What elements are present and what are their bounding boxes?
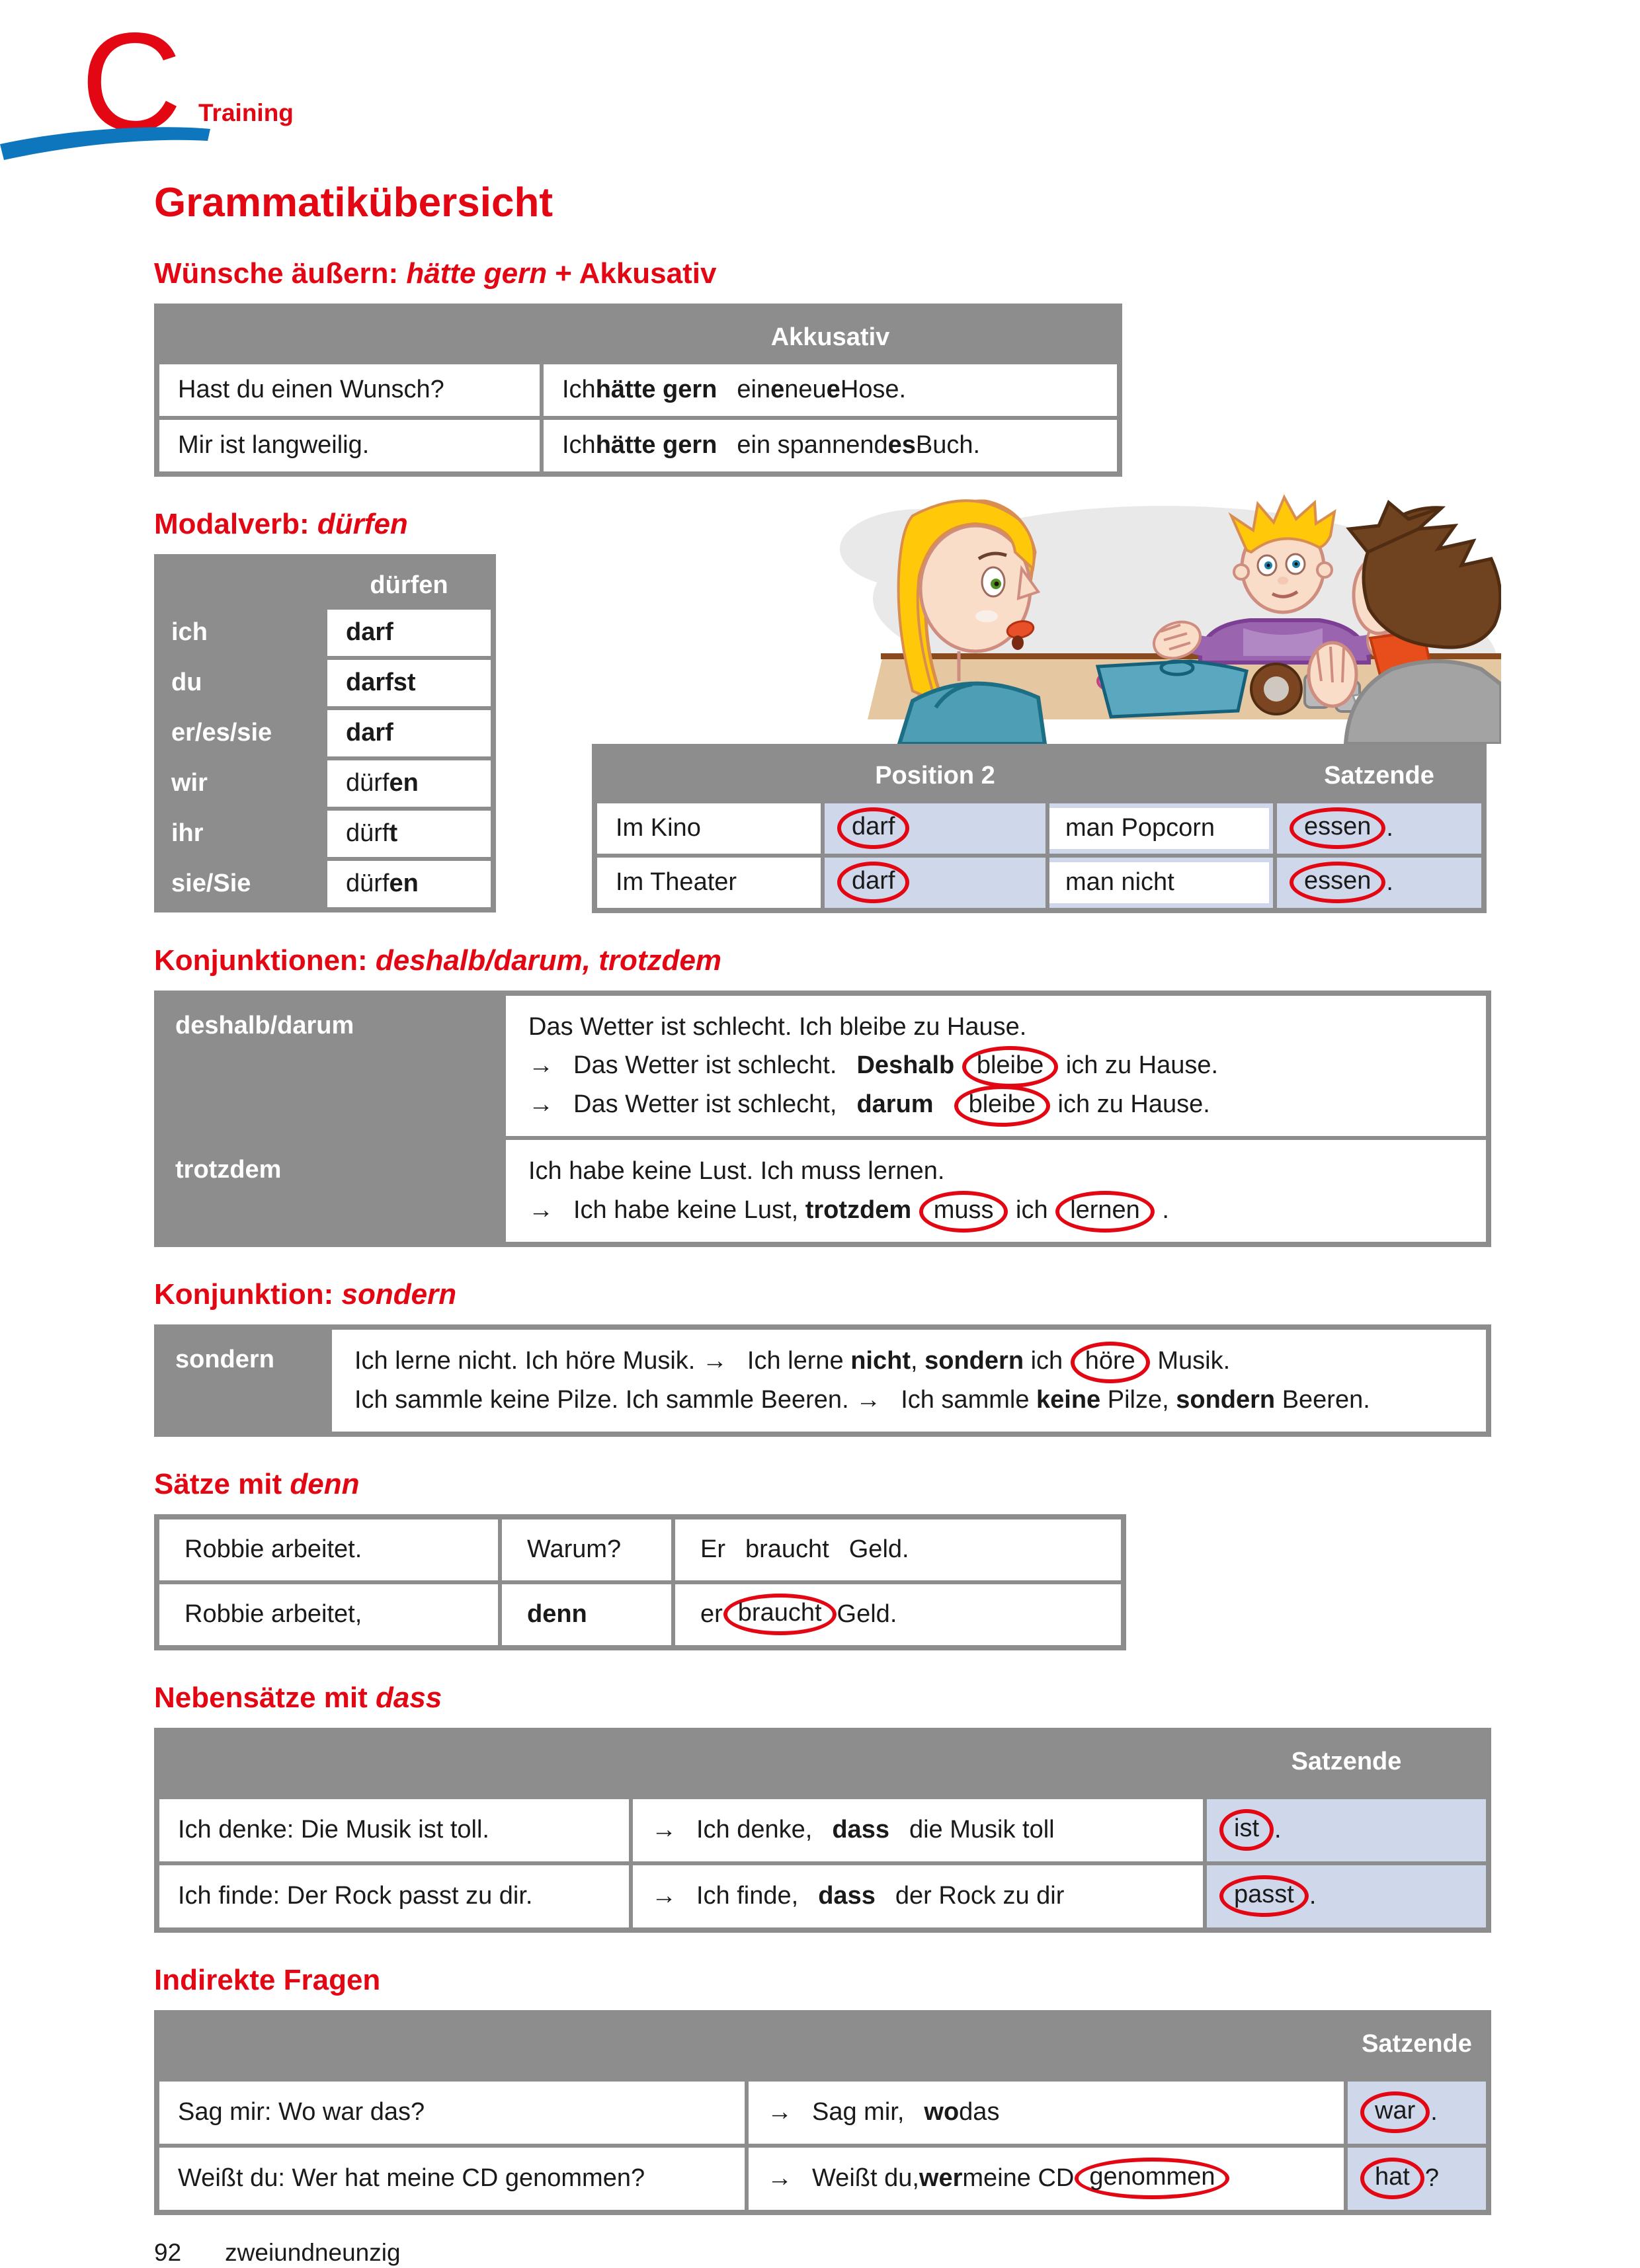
table-dass <box>154 1728 1491 1933</box>
section-konjunktionen <box>154 942 1491 1247</box>
table-cell-highlight: essen . <box>1277 803 1481 854</box>
section-sondern <box>154 1276 1491 1437</box>
verb-form-cell: darfst <box>327 660 491 706</box>
table-cell-highlight: essen . <box>1277 858 1481 908</box>
section-denn <box>154 1466 1491 1650</box>
pronoun-label: du <box>171 668 202 696</box>
table-header-spacer <box>159 2015 745 2074</box>
table-header-duerfen: dürfen <box>370 571 448 599</box>
table-sondern <box>154 1324 1491 1437</box>
table-cell-highlight: darf <box>825 858 1046 908</box>
table-cell: Sag mir: Wo war das? <box>159 2082 745 2144</box>
section-dass <box>154 1680 1491 1933</box>
table-cell-highlight: war . <box>1348 2082 1486 2144</box>
table-header-satzende: Satzende <box>1291 1747 1402 1775</box>
training-label: Training <box>198 99 294 126</box>
table-cell <box>1049 803 1273 854</box>
table-header-spacer <box>159 1733 629 1791</box>
table-cell: Mir ist langweilig. <box>159 420 540 471</box>
example-cell: Das Wetter ist schlecht. Ich bleibe zu Hause. → Das Wetter ist schlecht. Deshalb bleibe ich zu Hause. → Das Wetter ist schlecht, darum bleibe ich zu Hause. <box>506 996 1486 1137</box>
conjunction-label: deshalb/darum <box>175 1011 354 1039</box>
table-cell: → Ich denke, dass die Musik toll <box>633 1799 1203 1861</box>
inner-box: man Popcorn <box>1049 808 1269 849</box>
table-cell: Er braucht Geld. <box>675 1519 1121 1580</box>
table-cell: → Sag mir, wo das <box>749 2082 1344 2144</box>
inner-box: man nicht <box>1049 862 1269 903</box>
table-cell: Ich denke: Die Musik ist toll. <box>159 1799 629 1861</box>
table-header-spacer <box>597 749 821 803</box>
table-cell: Im Theater <box>597 858 821 908</box>
pronoun-label: er/es/sie <box>171 718 272 747</box>
illustration-teens-at-table <box>820 489 1501 744</box>
chapter-letter: C <box>81 3 183 160</box>
table-cell: Weißt du: Wer hat meine CD genommen? <box>159 2148 745 2210</box>
table-header-spacer <box>633 1733 1203 1791</box>
section-heading: Konjunktionen: deshalb/darum, trotzdem <box>154 944 722 977</box>
verb-form-cell: darf <box>327 610 491 656</box>
conjunction-label: trotzdem <box>175 1156 282 1184</box>
section-heading: Wünsche äußern: hätte gern + Akkusativ <box>154 257 717 290</box>
table-cell: Ich finde: Der Rock passt zu dir. <box>159 1865 629 1927</box>
section-heading: Konjunktion: sondern <box>154 1277 457 1311</box>
table-header-spacer <box>159 559 323 612</box>
page-number: 92 <box>154 2238 182 2266</box>
table-indirekte-fragen <box>154 2010 1491 2215</box>
table-cell: Ich hätte gern ein spannend es Buch. <box>544 420 1117 471</box>
example-cell: Ich habe keine Lust. Ich muss lernen. → Ich habe keine Lust, trotzdem muss ich lernen . <box>506 1140 1486 1242</box>
table-cell: er braucht Geld. <box>675 1584 1121 1645</box>
section-heading: Modalverb: dürfen <box>154 507 408 540</box>
table-cell-highlight: hat ? <box>1348 2148 1486 2210</box>
table-cell: Robbie arbeitet, <box>159 1584 498 1645</box>
section-wuensche <box>154 255 1491 477</box>
table-header-spacer <box>159 309 540 367</box>
girl-figure <box>899 501 1045 744</box>
blue-swoosh-icon <box>0 120 213 161</box>
table-header-satzende: Satzende <box>1324 761 1434 790</box>
table-cell: Robbie arbeitet. <box>159 1519 498 1580</box>
table-cell: Ich hätte gern ein e neu e Hose. <box>544 364 1117 416</box>
section-heading: Indirekte Fragen <box>154 1963 381 1996</box>
pronoun-label: wir <box>171 768 208 797</box>
table-header-akkusativ: Akkusativ <box>770 323 890 351</box>
table-header-spacer <box>749 2015 1344 2074</box>
table-cell: denn <box>502 1584 671 1645</box>
table-cell: Hast du einen Wunsch? <box>159 364 540 416</box>
section-heading: Nebensätze mit dass <box>154 1681 442 1714</box>
verb-form-cell: dürf t <box>327 811 491 857</box>
table-cell <box>1049 858 1273 908</box>
verb-form-cell: darf <box>327 710 491 756</box>
table-cell-highlight: ist . <box>1207 1799 1486 1861</box>
table-konjunktionen <box>154 991 1491 1247</box>
table-cell: Warum? <box>502 1519 671 1580</box>
page-footer <box>154 2238 1491 2268</box>
verb-form-cell: dürf en <box>327 861 491 907</box>
table-haette-gern <box>154 304 1122 477</box>
conjunction-label: sondern <box>175 1345 274 1373</box>
example-cell: Ich lerne nicht. Ich höre Musik. → Ich lerne nicht, sondern ich höre Musik. Ich sammle keine Pilze. Ich sammle Beeren. → Ich sammle keine Pilze, sondern Beeren. <box>332 1330 1486 1432</box>
section-modalverb <box>154 506 1491 913</box>
page-content <box>154 177 1491 2268</box>
table-duerfen-conjugation <box>154 554 496 912</box>
table-denn <box>154 1514 1126 1650</box>
table-header-satzende: Satzende <box>1362 2029 1472 2058</box>
page-number-word: zweiundneunzig <box>225 2238 401 2266</box>
table-header-spacer <box>1049 749 1273 803</box>
pronoun-label: ich <box>171 618 208 646</box>
verb-form-cell: dürf en <box>327 760 491 807</box>
page-title: Grammatikübersicht <box>154 180 553 225</box>
table-cell: Im Kino <box>597 803 821 854</box>
table-header-position2: Position 2 <box>875 761 995 790</box>
table-cell: → Ich finde, dass der Rock zu dir <box>633 1865 1203 1927</box>
pronoun-label: sie/Sie <box>171 869 251 897</box>
table-cell: → Weißt du, wer meine CD genommen <box>749 2148 1344 2210</box>
section-indirekte-fragen <box>154 1962 1491 2215</box>
pronoun-label: ihr <box>171 819 204 847</box>
section-heading: Sätze mit denn <box>154 1467 360 1500</box>
table-cell-highlight: darf <box>825 803 1046 854</box>
table-cell-highlight: passt . <box>1207 1865 1486 1927</box>
table-position2-satzende <box>592 744 1487 913</box>
